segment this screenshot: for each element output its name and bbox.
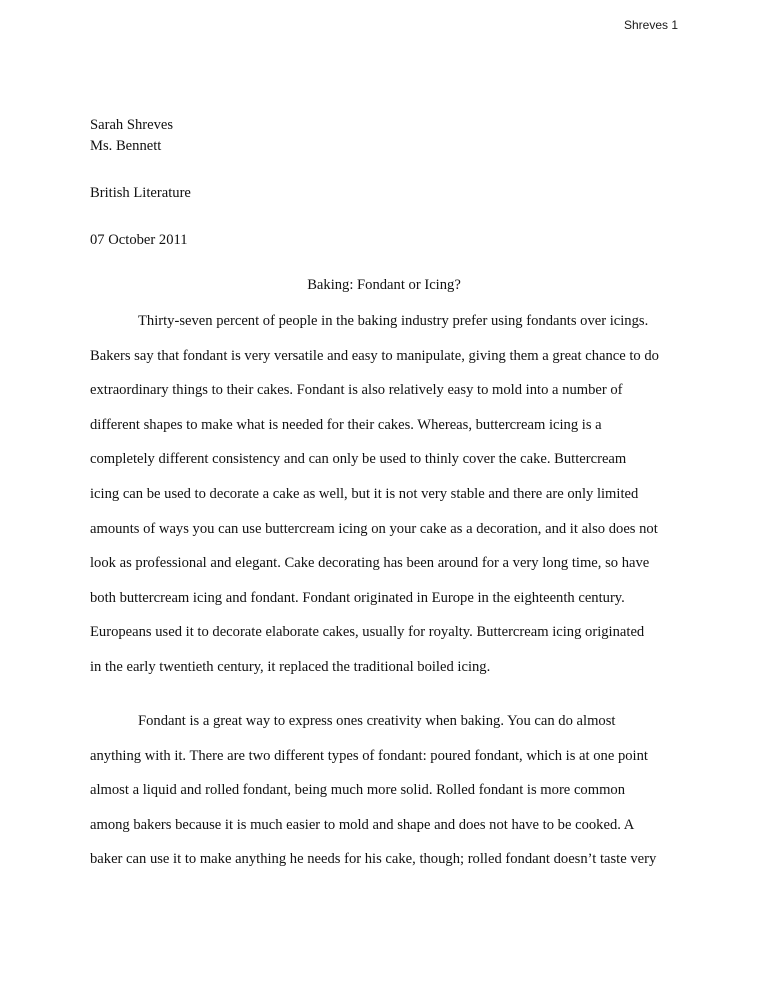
paragraph-line: different shapes to make what is needed for their cakes. Whereas, buttercream icing is a (90, 416, 602, 433)
heading-date: 07 October 2011 (90, 232, 188, 248)
running-header-page-number: Shreves 1 (623, 18, 678, 32)
heading-instructor: Ms. Bennett (90, 138, 162, 154)
heading-author: Sarah Shreves (90, 117, 174, 133)
paragraph-line: almost a liquid and rolled fondant, being much more solid. Rolled fondant is more common (90, 782, 626, 799)
paragraph-line: Fondant is a great way to express ones creativity when baking. You can do almost (138, 713, 616, 729)
paragraph-line: Thirty-seven percent of people in the baking industry prefer using fondants over icings. (138, 313, 649, 329)
paragraph-line: extraordinary things to their cakes. Fondant is also relatively easy to mold into a number of (90, 382, 623, 399)
paragraph-line: baker can use it to make anything he needs for his cake, though; rolled fondant doesn’t taste very (90, 851, 657, 868)
paragraph-line: among bakers because it is much easier to mold and shape and does not have to be cooked. A (90, 816, 635, 833)
paragraph-line: Bakers say that fondant is very versatile and easy to manipulate, giving them a great chance to do (90, 347, 659, 364)
paragraph-line: in the early twentieth century, it replaced the traditional boiled icing. (90, 659, 491, 675)
heading-course: British Literature (90, 185, 191, 201)
paragraph-line: look as professional and elegant. Cake decorating has been around for a very long time, so have (90, 555, 650, 572)
essay-title: Baking: Fondant or Icing? (307, 277, 461, 293)
paragraph-line: anything with it. There are two different types of fondant: poured fondant, which is at one point (90, 747, 648, 764)
paragraph-line: Europeans used it to decorate elaborate cakes, usually for royalty. Buttercream icing originated (90, 624, 645, 641)
paragraph-line: completely different consistency and can only be used to thinly cover the cake. Buttercream (90, 451, 627, 468)
paragraph-line: both buttercream icing and fondant. Fondant originated in Europe in the eighteenth century. (90, 589, 625, 606)
paragraph-line: amounts of ways you can use buttercream icing on your cake as a decoration, and it also does not (90, 520, 658, 537)
paragraph-line: icing can be used to decorate a cake as well, but it is not very stable and there are only limited (90, 486, 639, 502)
